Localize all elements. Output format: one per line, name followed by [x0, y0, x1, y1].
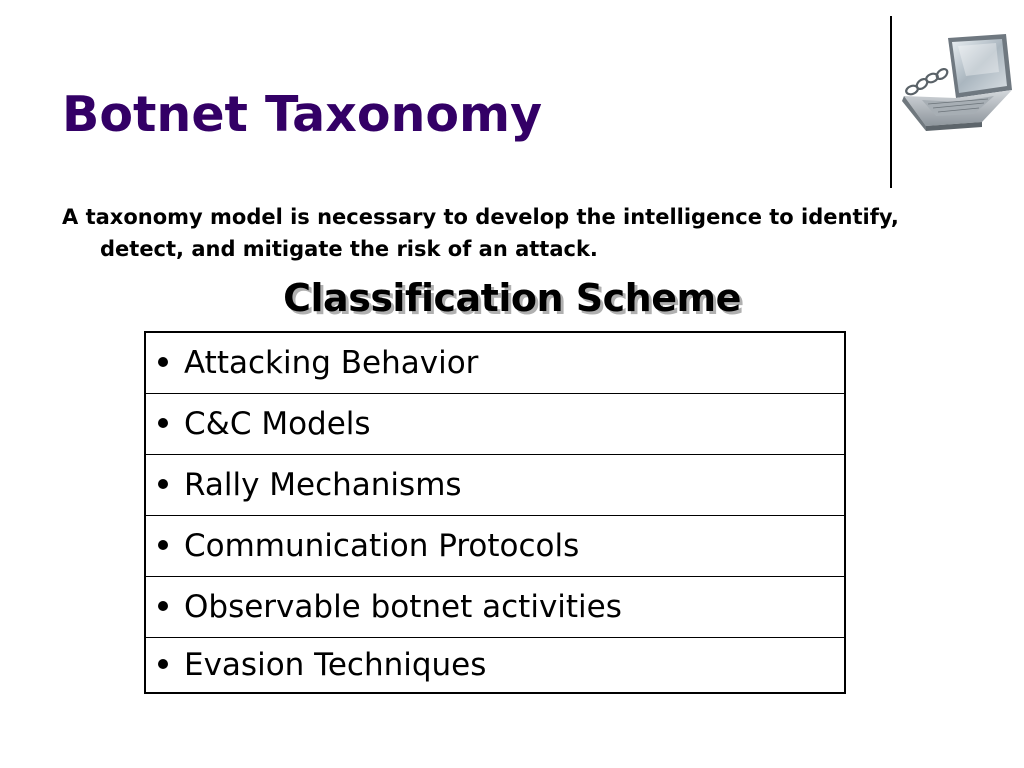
classification-table [144, 331, 846, 694]
scheme-item-label: Rally Mechanisms [184, 467, 462, 503]
table-cell [145, 577, 845, 638]
table-cell [145, 394, 845, 455]
bullet-icon [158, 601, 168, 611]
scheme-item-label: C&C Models [184, 406, 371, 442]
table-row [145, 455, 845, 516]
intro-text: A taxonomy model is necessary to develop the intelligence to identify, detect, and mitigate the risk of an attack. [62, 205, 899, 261]
bullet-icon [158, 540, 168, 550]
table-cell [145, 455, 845, 516]
bullet-icon [158, 659, 168, 669]
bullet-icon [158, 479, 168, 489]
table-cell [145, 332, 845, 394]
vertical-divider [890, 16, 892, 188]
scheme-item-label: Communication Protocols [184, 528, 580, 564]
table-row [145, 332, 845, 394]
table-row [145, 577, 845, 638]
bullet-icon [158, 357, 168, 367]
scheme-item-label: Attacking Behavior [184, 345, 479, 381]
table-row [145, 638, 845, 694]
table-cell [145, 516, 845, 577]
table-row [145, 516, 845, 577]
laptop-icon [896, 32, 1022, 132]
slide-title: Botnet Taxonomy [62, 86, 543, 143]
bullet-icon [158, 418, 168, 428]
scheme-item-label: Evasion Techniques [184, 647, 487, 683]
table-row [145, 394, 845, 455]
scheme-heading: Classification Scheme [283, 276, 741, 320]
table-cell [145, 638, 845, 694]
scheme-item-label: Observable botnet activities [184, 589, 622, 625]
